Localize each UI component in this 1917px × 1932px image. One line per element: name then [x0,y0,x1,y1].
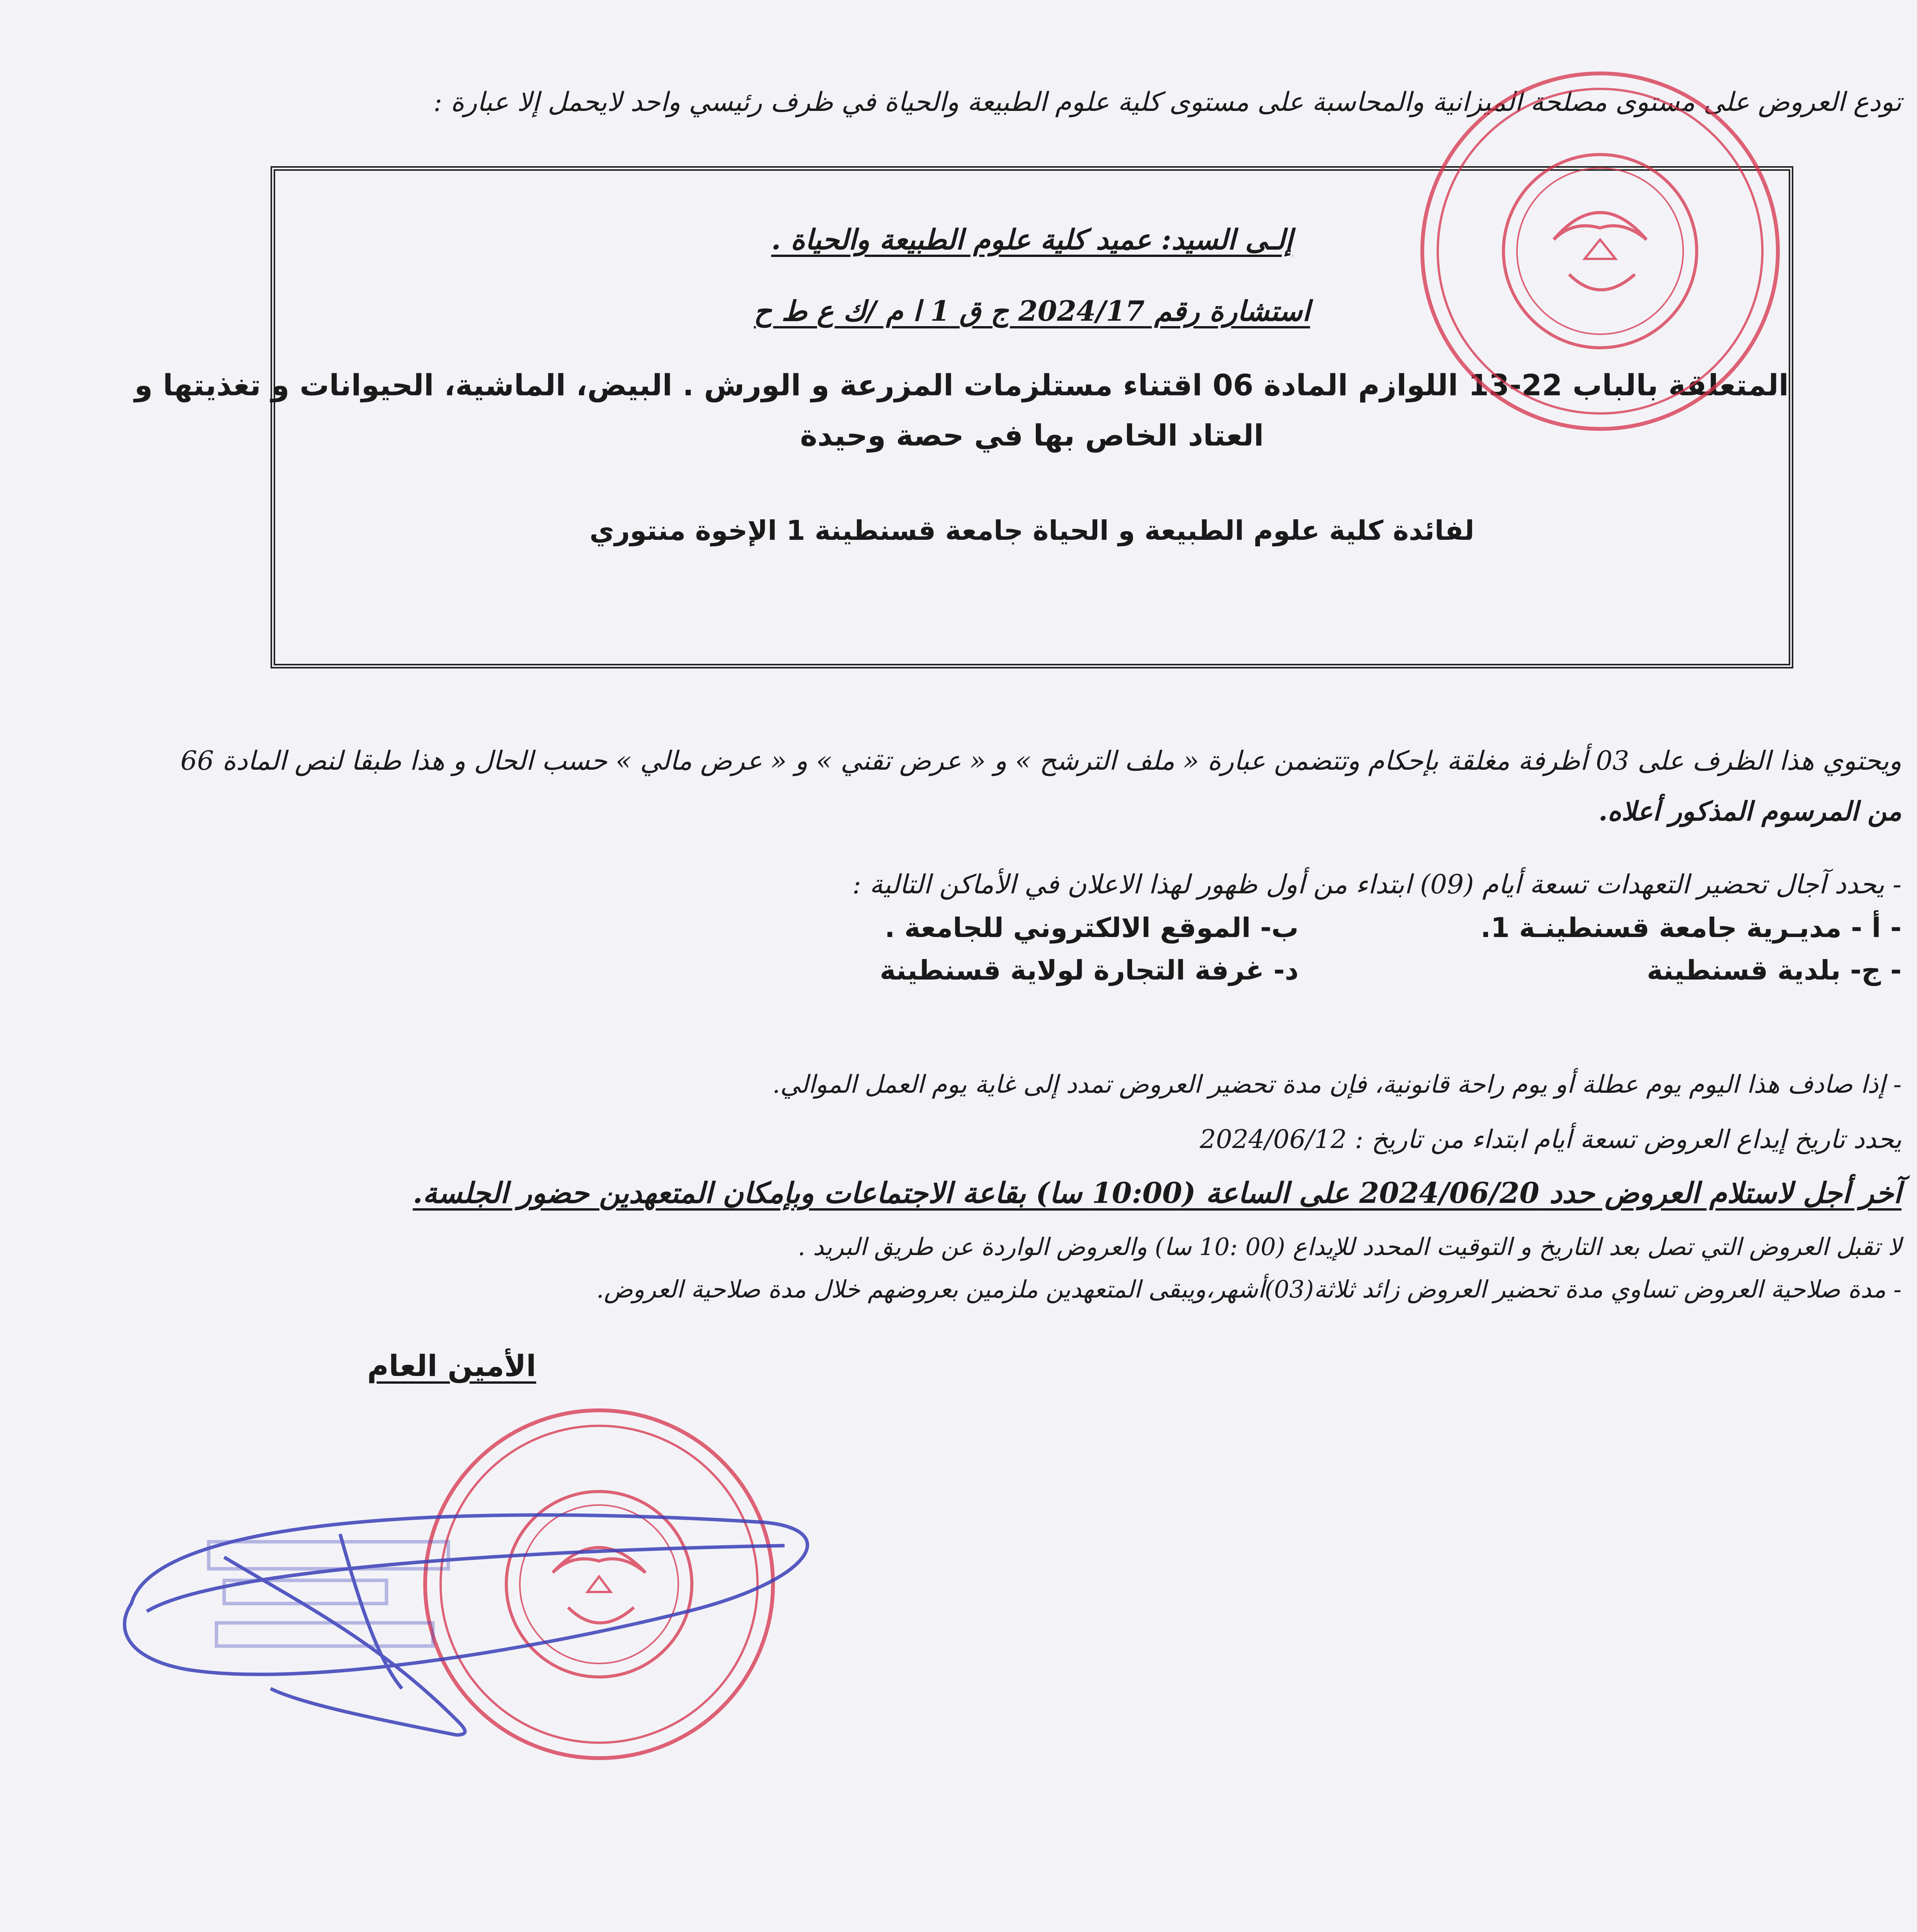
signatory-title: الأمين العام [367,1349,536,1383]
official-stamp-top-icon [1407,58,1793,444]
place-d: د- غرفة التجارة لولاية قسنطينة [880,954,1299,986]
subject-line-1: المتعلقة بالباب 22-13 اللوازم المادة 06 اقتناء مستلزمات المزرعة و الورش . البيض، الماشية، الحيوانات و تغذيتها و [134,368,1789,402]
validity-note: - مدة صلاحية العروض تساوي مدة تحضير العروض زائد ثلاثة(03)أشهر،ويبقى المتعهدين ملزمين بعروضهم خلال مدة صلاحية العروض. [596,1275,1902,1303]
place-b: ب- الموقع الالكتروني للجامعة . [885,912,1299,944]
header-instruction: تودع العروض على مستوى مصلحة الميزانية والمحاسبة على مستوى كلية علوم الطبيعة والحياة في ظرف رئيسي واحد لايحمل إلا عبارة : [433,87,1902,117]
contents-line-2: من المرسوم المذكور أعلاه. [1598,796,1902,827]
deadline-intro: - يحدد آجال تحضير التعهدات تسعة أيام (09) ابتداء من أول ظهور لهذا الاعلان في الأماكن التالية : [852,869,1902,900]
place-c: - ج- بلدية قسنطينة [1646,954,1902,986]
place-a: - أ - مديـرية جامعة قسنطينـة 1. [1480,912,1902,944]
deposit-date-line: يحدد تاريخ إيداع العروض تسعة أيام ابتداء من تاريخ : 2024/06/12 [1200,1124,1902,1154]
beneficiary-line: لفائدة كلية علوم الطبيعة و الحياة جامعة قسنطينة 1 الإخوة منتوري [589,515,1474,546]
addressee-line: إلـى السيد: عميد كلية علوم الطبيعة والحياة . [771,223,1293,256]
consultation-number: استشارة رقم 2024/17 ج ق 1 ا م /ك ع ط ح [754,294,1310,327]
subject-line-2: العتاد الخاص بها في حصة وحيدة [800,418,1264,452]
holiday-note: - إذا صادف هذا اليوم يوم عطلة أو يوم راحة قانونية، فإن مدة تحضير العروض تمدد إلى غاية يوم العمل الموالي. [772,1070,1902,1099]
reception-deadline-line: آخر أجل لاستلام العروض حدد 2024/06/20 على الساعة (10:00 سا) بقاعة الاجتماعات وبإمكان المتعهدين حضور الجلسة. [412,1177,1902,1210]
signature-icon [108,1488,843,1797]
late-offers-note: لا تقبل العروض التي تصل بعد التاريخ و التوقيت المحدد للإيداع (00 :10 سا) والعروض الواردة عن طريق البريد . [797,1233,1902,1261]
contents-line-1: ويحتوي هذا الظرف على 03 أظرفة مغلقة بإحكام وتتضمن عبارة « ملف الترشح » و « عرض تقني » و « عرض مالي » حسب الحال و هذا طبقا لنص المادة 66 [180,746,1902,776]
